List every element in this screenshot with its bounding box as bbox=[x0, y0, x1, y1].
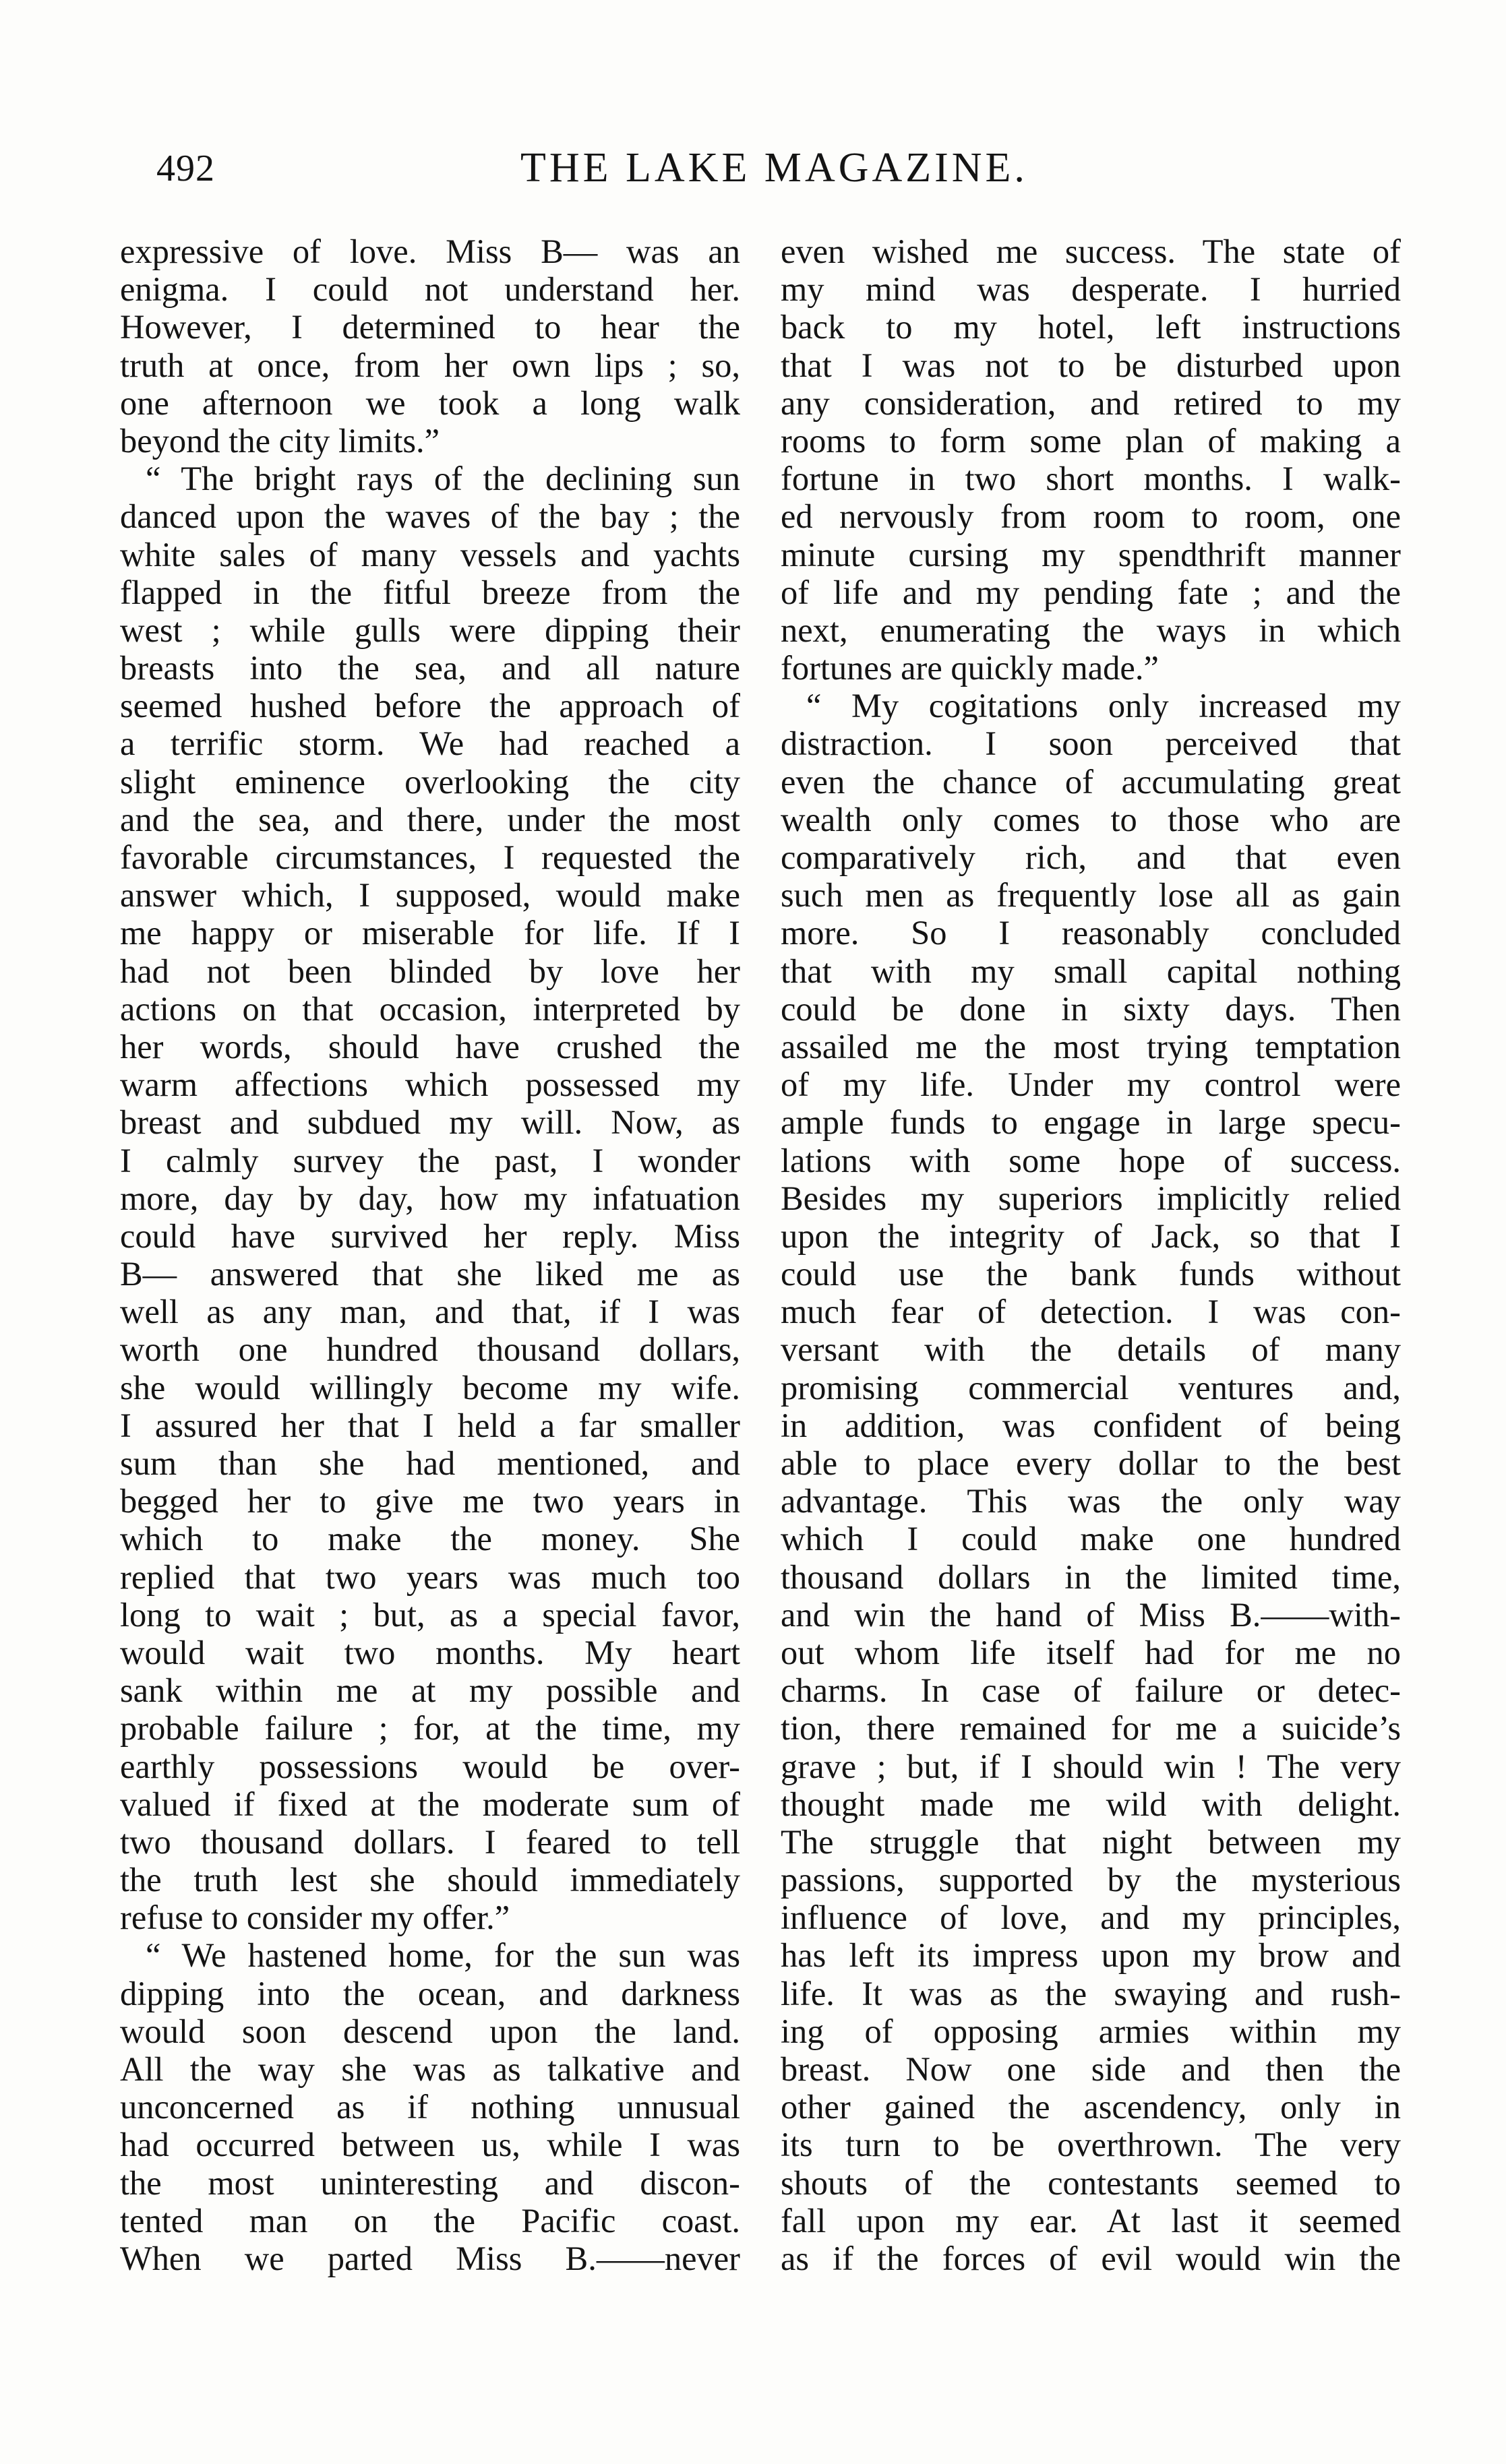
text-line: could be done in sixty days. Then bbox=[781, 989, 1401, 1028]
text-line: distraction. I soon perceived that bbox=[781, 725, 1401, 763]
text-line: more. So I reasonably concluded bbox=[781, 914, 1401, 952]
text-line: any consideration, and retired to my bbox=[781, 383, 1401, 422]
text-line: even the chance of accumulating great bbox=[781, 762, 1401, 801]
text-line: earthly possessions would be over- bbox=[120, 1747, 740, 1785]
text-line: long to wait ; but, as a special favor, bbox=[120, 1595, 740, 1634]
text-line: warm affections which possessed my bbox=[120, 1066, 740, 1104]
text-line: rooms to form some plan of making a bbox=[781, 421, 1401, 460]
text-line: begged her to give me two years in bbox=[120, 1482, 740, 1520]
text-line: would wait two months. My heart bbox=[120, 1633, 740, 1671]
text-line: in addition, was confident of being bbox=[781, 1406, 1401, 1444]
text-line: ing of opposing armies within my bbox=[781, 2012, 1401, 2050]
text-line: of life and my pending fate ; and the bbox=[781, 573, 1401, 611]
text-line: and the sea, and there, under the most bbox=[120, 800, 740, 838]
text-line: could have survived her reply. Miss bbox=[120, 1216, 740, 1255]
text-line: flapped in the fitful breeze from the bbox=[120, 573, 740, 611]
text-line: thought made me wild with delight. bbox=[781, 1785, 1401, 1823]
text-line: has left its impress upon my brow and bbox=[781, 1936, 1401, 1975]
text-line: charms. In case of failure or detec- bbox=[781, 1671, 1401, 1710]
text-line: which I could make one hundred bbox=[781, 1520, 1401, 1558]
text-line: Besides my superiors implicitly relied bbox=[781, 1179, 1401, 1217]
text-line: well as any man, and that, if I was bbox=[120, 1293, 740, 1331]
text-line: that with my small capital nothing bbox=[781, 952, 1401, 990]
text-line: tented man on the Pacific coast. bbox=[120, 2201, 740, 2240]
text-line: assailed me the most trying temptation bbox=[781, 1027, 1401, 1066]
text-line: dipping into the ocean, and darkness bbox=[120, 1974, 740, 2012]
text-line: able to place every dollar to the best bbox=[781, 1444, 1401, 1482]
text-line: influence of love, and my principles, bbox=[781, 1899, 1401, 1937]
text-line: lations with some hope of success. bbox=[781, 1141, 1401, 1179]
text-line: fall upon my ear. At last it seemed bbox=[781, 2201, 1401, 2240]
page-header bbox=[156, 135, 1471, 216]
text-line: two thousand dollars. I feared to tell bbox=[120, 1822, 740, 1861]
text-line: such men as frequently lose all as gain bbox=[781, 876, 1401, 915]
text-line: her words, should have crushed the bbox=[120, 1027, 740, 1066]
text-line: breast. Now one side and then the bbox=[781, 2050, 1401, 2088]
text-line: truth at once, from her own lips ; so, bbox=[120, 346, 740, 384]
text-line: of my life. Under my control were bbox=[781, 1066, 1401, 1104]
text-line: upon the integrity of Jack, so that I bbox=[781, 1216, 1401, 1255]
text-line: sum than she had mentioned, and bbox=[120, 1444, 740, 1482]
text-line: had not been blinded by love her bbox=[120, 952, 740, 990]
text-line: a terrific storm. We had reached a bbox=[120, 725, 740, 763]
page-number: 492 bbox=[156, 148, 215, 189]
text-line: me happy or miserable for life. If I bbox=[120, 914, 740, 952]
text-line: passions, supported by the mysterious bbox=[781, 1861, 1401, 1899]
text-line: the most uninteresting and discon- bbox=[120, 2163, 740, 2202]
text-line: expressive of love. Miss B— was an bbox=[120, 233, 740, 270]
text-line: more, day by day, how my infatuation bbox=[120, 1179, 740, 1217]
text-line: I assured her that I held a far smaller bbox=[120, 1406, 740, 1444]
text-line: next, enumerating the ways in which bbox=[781, 611, 1401, 649]
text-line: even wished me success. The state of bbox=[781, 233, 1401, 270]
text-line: slight eminence overlooking the city bbox=[120, 762, 740, 801]
text-line: comparatively rich, and that even bbox=[781, 838, 1401, 876]
text-line: versant with the details of many bbox=[781, 1330, 1401, 1369]
text-line: other gained the ascendency, only in bbox=[781, 2088, 1401, 2126]
text-line: ed nervously from room to room, one bbox=[781, 497, 1401, 536]
text-line: much fear of detection. I was con- bbox=[781, 1293, 1401, 1331]
text-line: actions on that occasion, interpreted by bbox=[120, 989, 740, 1028]
text-line: promising commercial ventures and, bbox=[781, 1368, 1401, 1407]
text-line: The struggle that night between my bbox=[781, 1822, 1401, 1861]
text-line: seemed hushed before the approach of bbox=[120, 687, 740, 725]
text-line: grave ; but, if I should win ! The very bbox=[781, 1747, 1401, 1785]
text-line: When we parted Miss B.——never bbox=[120, 2239, 740, 2277]
text-column-left bbox=[120, 233, 740, 2277]
text-line: valued if fixed at the moderate sum of bbox=[120, 1785, 740, 1823]
text-line: would soon descend upon the land. bbox=[120, 2012, 740, 2050]
text-line: danced upon the waves of the bay ; the bbox=[120, 497, 740, 536]
text-line: breast and subdued my will. Now, as bbox=[120, 1103, 740, 1142]
text-line: the truth lest she should immediately bbox=[120, 1861, 740, 1899]
text-line: beyond the city limits.” bbox=[120, 421, 440, 460]
text-line: enigma. I could not understand her. bbox=[120, 270, 740, 309]
text-line: west ; while gulls were dipping their bbox=[120, 611, 740, 649]
text-line: its turn to be overthrown. The very bbox=[781, 2126, 1401, 2164]
text-line: All the way she was as talkative and bbox=[120, 2050, 740, 2088]
text-line: unconcerned as if nothing unnusual bbox=[120, 2088, 740, 2126]
text-line: she would willingly become my wife. bbox=[120, 1368, 740, 1407]
text-line: my mind was desperate. I hurried bbox=[781, 270, 1401, 309]
running-title: THE LAKE MAGAZINE. bbox=[520, 145, 1028, 191]
text-line: fortune in two short months. I walk- bbox=[781, 460, 1401, 498]
text-line: back to my hotel, left instructions bbox=[781, 308, 1401, 346]
text-line: life. It was as the swaying and rush- bbox=[781, 1974, 1401, 2012]
text-line: probable failure ; for, at the time, my bbox=[120, 1709, 740, 1748]
text-line: tion, there remained for me a suicide’s bbox=[781, 1709, 1401, 1748]
text-line: shouts of the contestants seemed to bbox=[781, 2163, 1401, 2202]
text-line: “ My cogitations only increased my bbox=[806, 687, 1401, 725]
text-line: “ The bright rays of the declining sun bbox=[146, 460, 740, 498]
text-line: thousand dollars in the limited time, bbox=[781, 1558, 1401, 1596]
text-line: could use the bank funds without bbox=[781, 1255, 1401, 1293]
text-line: had occurred between us, while I was bbox=[120, 2126, 740, 2164]
text-line: worth one hundred thousand dollars, bbox=[120, 1330, 740, 1369]
text-line: out whom life itself had for me no bbox=[781, 1633, 1401, 1671]
text-line: sank within me at my possible and bbox=[120, 1671, 740, 1710]
text-line: B— answered that she liked me as bbox=[120, 1255, 740, 1293]
text-line: replied that two years was much too bbox=[120, 1558, 740, 1596]
text-line: minute cursing my spendthrift manner bbox=[781, 535, 1401, 574]
text-line: favorable circumstances, I requested the bbox=[120, 838, 740, 876]
text-line: “ We hastened home, for the sun was bbox=[146, 1936, 740, 1975]
text-column-right bbox=[781, 233, 1401, 2277]
text-line: answer which, I supposed, would make bbox=[120, 876, 740, 915]
text-line: as if the forces of evil would win the bbox=[781, 2239, 1401, 2277]
text-line: which to make the money. She bbox=[120, 1520, 740, 1558]
text-line: wealth only comes to those who are bbox=[781, 800, 1401, 838]
text-line: refuse to consider my offer.” bbox=[120, 1899, 510, 1937]
text-line: advantage. This was the only way bbox=[781, 1482, 1401, 1520]
text-line: ample funds to engage in large specu- bbox=[781, 1103, 1401, 1142]
text-line: white sales of many vessels and yachts bbox=[120, 535, 740, 574]
text-line: However, I determined to hear the bbox=[120, 308, 740, 346]
text-line: breasts into the sea, and all nature bbox=[120, 649, 740, 687]
text-line: that I was not to be disturbed upon bbox=[781, 346, 1401, 384]
text-line: one afternoon we took a long walk bbox=[120, 383, 740, 422]
text-line: fortunes are quickly made.” bbox=[781, 649, 1159, 687]
text-line: I calmly survey the past, I wonder bbox=[120, 1141, 740, 1179]
text-line: and win the hand of Miss B.——with- bbox=[781, 1595, 1401, 1634]
